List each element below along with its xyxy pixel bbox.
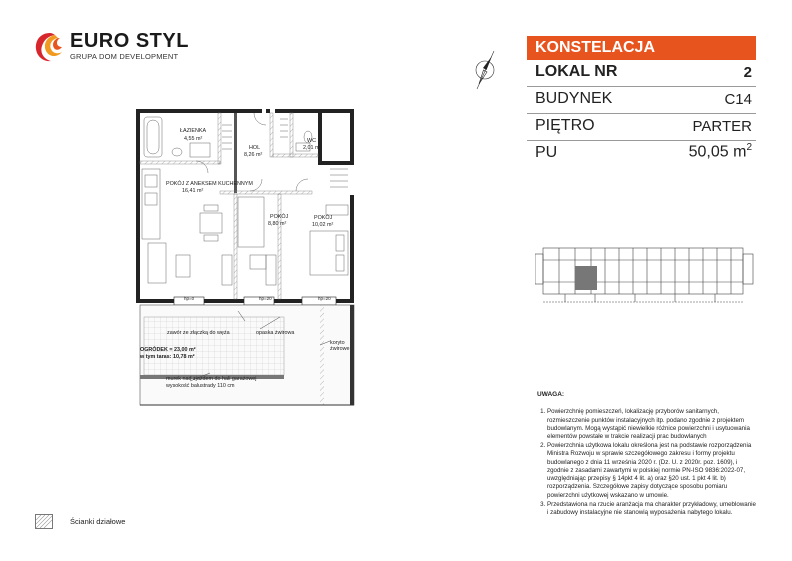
area-unit-sup: 2 xyxy=(746,142,752,153)
room-label-room2: POKÓJ xyxy=(314,215,333,221)
info-label: PU xyxy=(535,144,558,161)
apartment-info-panel xyxy=(527,36,756,167)
info-label: PIĘTRO xyxy=(535,117,595,134)
note-item: 3. Przedstawiona na rzucie aranżacja ma charakter przykładowy, umeblowanie i zabudowy instalacyjne nie stanowią wyposażenia nabytego lokalu. xyxy=(547,501,757,518)
room-area-room2: 10,02 m² xyxy=(312,222,334,228)
info-label: LOKAL NR xyxy=(535,63,618,80)
gravel-channel-annotation: koryto xyxy=(330,340,345,346)
info-label: BUDYNEK xyxy=(535,90,613,107)
notes-title: UWAGA: xyxy=(537,391,565,398)
info-value: 2 xyxy=(743,64,752,81)
info-value: C14 xyxy=(724,91,752,108)
euro-styl-logo-icon xyxy=(33,30,67,64)
note-item: 2. Powierzchnia użytkowa lokalu określona jest na podstawie rozporządzenia Ministra Rozwoju w sprawie szczegółowego zakresu i formy projektu budowlanego z dnia 11 września 2020 r. (Dz. U. z 2020r. poz. 1609), i zgodnie z zasadami zawartymi w polskiej normie PN-ISO 9836:2022-07, uwzględniając przepisy § 14pkt 4 lit. a) oraz §20 ust. 1 pkt 4 lit. b) rozporządzenia. Szczegółowe zapisy dotyczące sposobu pomiaru powierzchni użytkowej wskazano w umowie. xyxy=(547,442,757,500)
room-label-bathroom: ŁAZIENKA xyxy=(180,128,207,134)
info-row-building xyxy=(527,87,756,114)
sill-label: hp=20 xyxy=(318,296,331,301)
info-row-unit xyxy=(527,60,756,87)
partition-wall-legend-icon xyxy=(35,514,53,529)
highlighted-unit xyxy=(575,266,597,290)
note-item: 1. Powierzchnię pomieszczeń, lokalizację przyborów sanitarnych, rozmieszczenie punktów instalacyjnych itp. podano zgodnie z projektem budowlanym. Mogą wystąpić niewielkie różnice powierzchni i usytuowania elementów powstałe w trakcie realizacji prac budowlanych xyxy=(547,408,757,441)
room-label-hall: HOL xyxy=(249,145,261,151)
wall-annotation: murek nad zjazdem do hali garażowej xyxy=(166,376,257,382)
room-area-hall: 8,26 m² xyxy=(244,152,263,158)
info-value: PARTER xyxy=(692,118,752,135)
info-value xyxy=(689,142,752,161)
terrace-area-label: w tym taras: 10,78 m² xyxy=(140,354,195,360)
area-value: 50,05 m xyxy=(688,143,747,161)
brand-subtitle: GRUPA DOM DEVELOPMENT xyxy=(70,52,179,61)
room-label-wc: WC xyxy=(307,138,316,144)
room-area-room1: 8,80 m² xyxy=(268,221,287,227)
notes-section xyxy=(537,391,757,518)
gravel-channel-annotation-2: żwirowe xyxy=(330,346,350,352)
north-arrow-icon xyxy=(472,48,498,92)
legend-label: Ścianki działowe xyxy=(70,517,126,526)
brand-name: EURO STYL xyxy=(70,30,189,52)
garden-area-label: OGRÓDEK = 23,00 m² xyxy=(140,347,196,353)
valve-annotation: zawór ze złączką do węża xyxy=(167,330,230,336)
room-area-wc: 2,01 m² xyxy=(303,145,322,151)
sill-label: hp=20 xyxy=(259,296,272,301)
info-row-area xyxy=(527,141,756,167)
room-area-living: 16,41 m² xyxy=(182,188,204,194)
info-row-floor xyxy=(527,114,756,141)
room-label-living: POKÓJ Z ANEKSEM KUCHENNYM xyxy=(166,181,253,187)
room-area-bathroom: 4,55 m² xyxy=(184,136,203,142)
gravel-annotation: opaska żwirowa xyxy=(256,330,295,336)
key-plan xyxy=(535,240,757,308)
sill-label: hp=0 xyxy=(184,296,195,301)
project-name: KONSTELACJA xyxy=(527,36,756,60)
balustrade-annotation: wysokość balustrady 110 cm xyxy=(166,383,235,389)
room-label-room1: POKÓJ xyxy=(270,214,289,220)
